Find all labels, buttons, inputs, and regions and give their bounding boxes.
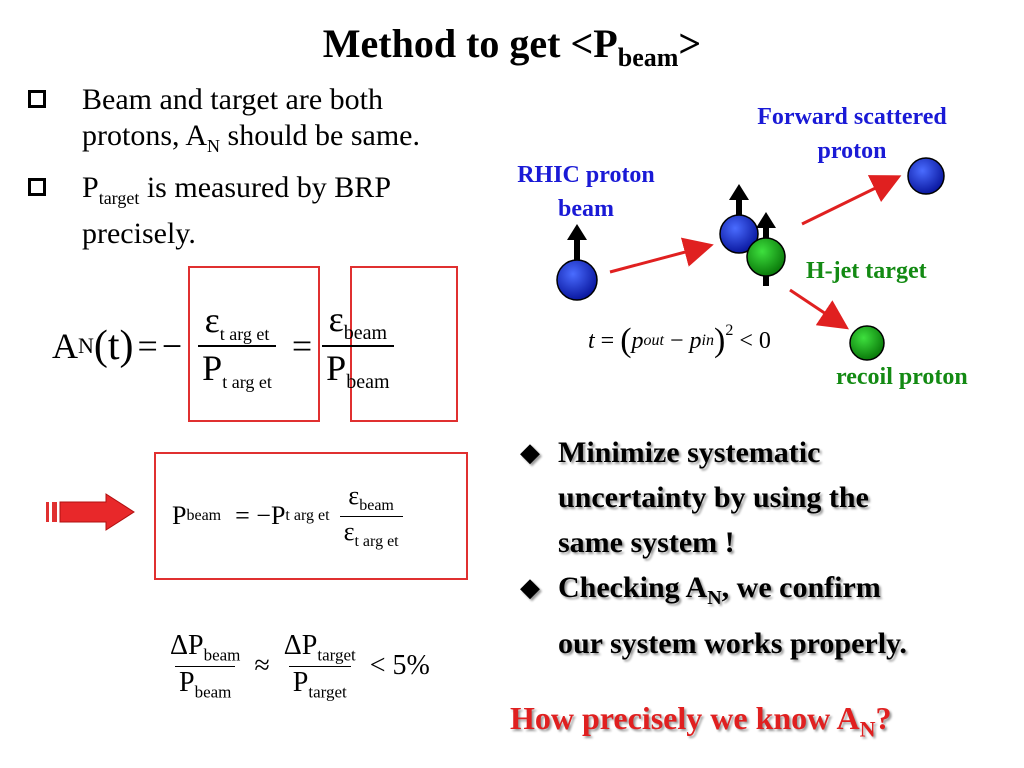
bullet-item bbox=[28, 82, 498, 164]
title-text: Method to get <P bbox=[322, 21, 618, 66]
rhic-label: RHIC proton beam bbox=[517, 162, 655, 222]
target-proton-ball bbox=[747, 238, 785, 276]
t-formula: t = ( p out − p in ) $^2$ < 0 bbox=[588, 322, 771, 359]
eq1-arg: (t) bbox=[93, 323, 134, 369]
eq3-fraction-target: $\frac{\Delta P_{target}}{P_{target}}$ bbox=[283, 629, 356, 702]
eq3-less-than: < 5% bbox=[369, 650, 430, 681]
equation-pbeam: P beam = −P t arg et $\frac{\varepsilon_{beam}}{\varepsilon_{t arg et}}$ bbox=[172, 466, 403, 566]
point-item: ◆ Checking $A_N$, we confirm our system works properly. bbox=[520, 565, 1000, 666]
right-arrow-icon bbox=[46, 492, 138, 532]
eq2-equals: = −P bbox=[235, 501, 286, 530]
eq3-approx: ≈ bbox=[254, 650, 270, 681]
bullet-1-line-1: Beam and target are both bbox=[82, 83, 383, 116]
eq1-lhs: A bbox=[52, 326, 78, 366]
hjet-label: H-jet target bbox=[806, 258, 927, 284]
eq1-lhs-sub: N bbox=[78, 333, 94, 358]
square-bullet-icon bbox=[28, 178, 46, 196]
eq1-fraction-target: $\frac{\varepsilon_{t arg et}}{P_{t arg et}}$ bbox=[198, 299, 276, 393]
points-list bbox=[520, 430, 1000, 666]
eq3-fraction-beam: $\frac{\Delta P_{beam}}{P_{beam}}$ bbox=[170, 629, 241, 702]
eq2-fraction: $\frac{\varepsilon_{beam}}{\varepsilon_{t arg et}}$ bbox=[340, 481, 403, 550]
beam-proton-ball bbox=[557, 260, 597, 300]
square-bullet-icon bbox=[28, 90, 46, 108]
bullet-item bbox=[28, 170, 498, 252]
eq1-equals-2: = bbox=[291, 326, 313, 366]
eq1-minus: − bbox=[161, 326, 183, 366]
bullet-1-line-2: protons, $A_N$ should be same. bbox=[82, 119, 420, 156]
closing-question: How precisely we know $A_N$? bbox=[510, 700, 892, 742]
title-close: > bbox=[678, 21, 702, 66]
equation-uncertainty bbox=[166, 616, 430, 716]
eq1-fraction-beam: $\frac{\varepsilon_{beam}}{P_{beam}}$ bbox=[322, 298, 393, 394]
bullet-2-line-1: $P_{target}$ is measured by BRP bbox=[82, 171, 392, 208]
bullet-list bbox=[28, 82, 498, 252]
page-title bbox=[0, 20, 1024, 73]
eq1-equals: = bbox=[137, 326, 158, 366]
point-item: ◆ Minimize systematic uncertainty by using the same system ! bbox=[520, 430, 1000, 565]
recoil-label: recoil proton bbox=[836, 364, 968, 390]
recoil-proton-ball bbox=[850, 326, 884, 360]
diamond-bullet-icon: ◆ bbox=[520, 573, 540, 602]
bullet-2-line-2: precisely. bbox=[82, 217, 196, 250]
forward-label: Forward scattered proton bbox=[757, 104, 947, 164]
diamond-bullet-icon: ◆ bbox=[520, 438, 540, 467]
title-sub: beam bbox=[617, 43, 679, 72]
equation-an bbox=[52, 286, 394, 406]
